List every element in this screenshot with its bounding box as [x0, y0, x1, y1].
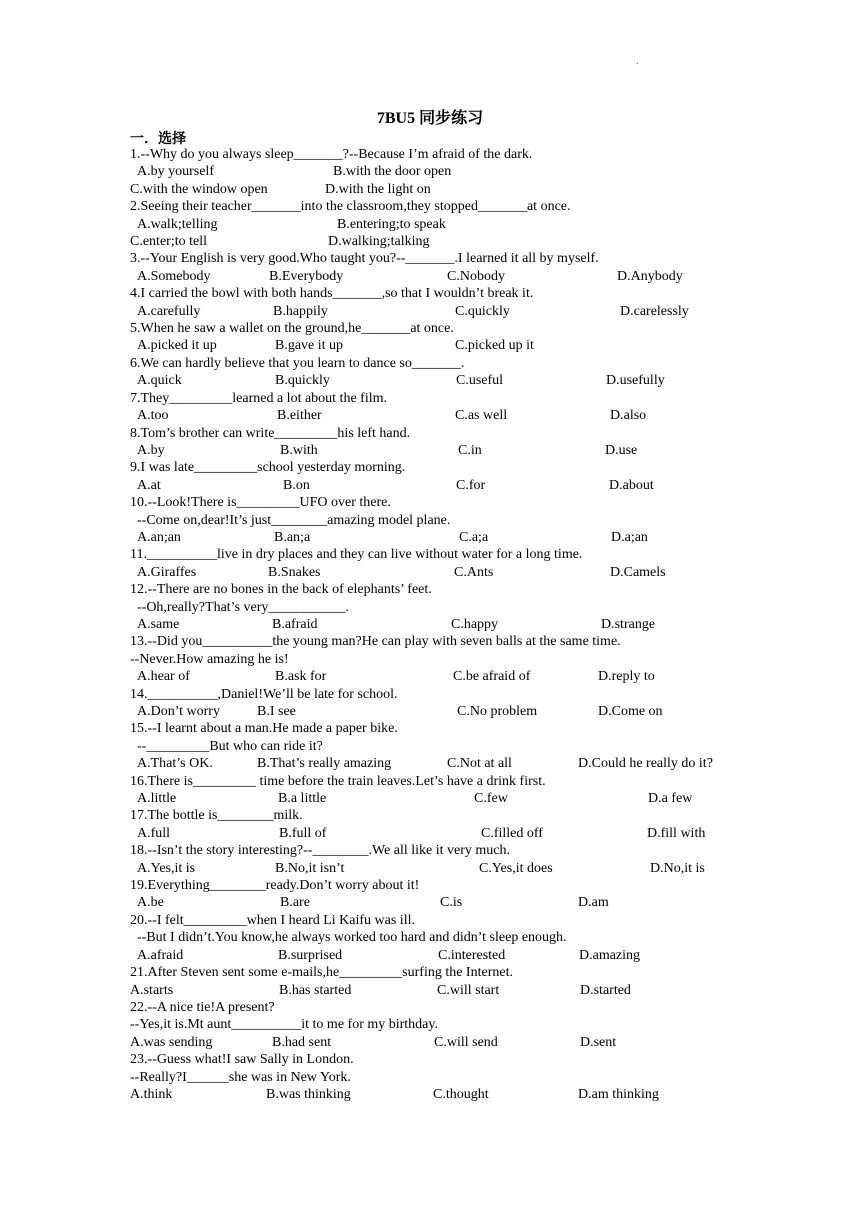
question-text: 14.__________,Daniel!We’ll be late for school.	[130, 686, 398, 702]
options-row	[130, 337, 770, 354]
option-b: B.either	[277, 408, 322, 424]
question-text: 20.--I felt_________when I heard Li Kaifu was ill.	[130, 912, 415, 928]
option-a: A.think	[130, 1086, 173, 1102]
option-a: A.by yourself	[137, 164, 214, 180]
option-b: B.gave it up	[275, 338, 344, 354]
option-b: B.No,it isn’t	[275, 860, 345, 876]
options-row	[130, 668, 770, 685]
option-b: B.was thinking	[266, 1086, 351, 1102]
option-a: A.quick	[137, 373, 182, 389]
option-b: B.That’s really amazing	[257, 756, 392, 772]
option-b: B.are	[280, 895, 310, 911]
option-b: B.has started	[279, 982, 352, 998]
question-text: --Oh,really?That’s very___________.	[137, 599, 349, 615]
question-text: 7.They_________learned a lot about the film.	[130, 390, 387, 406]
question-text: 8.Tom’s brother can write_________his left hand.	[130, 425, 411, 441]
option-a: A.same	[137, 616, 180, 632]
option-a: A.walk;telling	[137, 216, 218, 232]
option-a: A.hear of	[137, 669, 190, 685]
option-a: A.That’s OK.	[137, 756, 213, 772]
option-c: C.quickly	[455, 303, 510, 319]
options-row	[130, 268, 770, 285]
question-text: 23.--Guess what!I saw Sally in London.	[130, 1052, 354, 1068]
option-b: B.I see	[257, 704, 296, 719]
question-text: 17.The bottle is________milk.	[130, 808, 303, 824]
option-d: D.Could he really do it?	[578, 756, 713, 772]
question-text: 11.__________live in dry places and they can live without water for a long time.	[130, 547, 583, 563]
option-b: B.happily	[273, 303, 328, 319]
question-text: 19.Everything________ready.Don’t worry about it!	[130, 878, 420, 894]
option-d: D.No,it is	[650, 860, 705, 876]
option-b: B.with	[280, 442, 318, 458]
option-b: B.an;a	[274, 529, 311, 545]
option-d: D.use	[605, 442, 638, 458]
option-a: A.by	[137, 442, 165, 458]
question-text: 15.--I learnt about a man.He made a paper bike.	[130, 721, 398, 737]
option-d: D.with the light on	[325, 181, 431, 197]
option-a: A.Giraffes	[137, 564, 197, 580]
option-a: A.picked it up	[137, 338, 217, 354]
options-row	[130, 233, 770, 250]
question-text: 3.--Your English is very good.Who taught you?--_______.I learned it all by myself.	[130, 251, 599, 267]
page-title: 7BU5 同步练习	[376, 110, 484, 127]
option-b: B.surprised	[278, 947, 343, 963]
question-text: 1.--Why do you always sleep_______?--Because I’m afraid of the dark.	[130, 147, 533, 162]
options-row	[130, 947, 770, 964]
question-text: 6.We can hardly believe that you learn to dance so_______.	[130, 355, 465, 371]
option-b: B.on	[283, 477, 310, 493]
option-d: D.fill with	[647, 825, 706, 841]
option-a: A.was sending	[130, 1034, 213, 1050]
option-c: C.will send	[434, 1034, 498, 1050]
question-text: --Yes,it is.Mt aunt__________it to me for my birthday.	[130, 1017, 438, 1033]
options-row	[130, 790, 770, 807]
option-d: D.Anybody	[617, 268, 683, 284]
question-text: 2.Seeing their teacher_______into the classroom,they stopped_______at once.	[130, 199, 571, 215]
option-b: B.afraid	[272, 616, 318, 632]
option-c: C.useful	[456, 373, 504, 389]
question-text: 13.--Did you__________the young man?He can play with seven balls at the same time.	[130, 634, 621, 650]
options-row	[130, 1086, 770, 1103]
question-text: 5.When he saw a wallet on the ground,he_______at once.	[130, 321, 454, 337]
question-text: --Come on,dear!It’s just________amazing model plane.	[137, 512, 451, 528]
question-text: 9.I was late_________school yesterday morning.	[130, 460, 406, 476]
option-c: C.few	[474, 791, 508, 807]
question-text: 12.--There are no bones in the back of elephants’ feet.	[130, 582, 432, 598]
option-c: C.as well	[455, 408, 508, 424]
options-row	[130, 564, 770, 581]
option-d: D.started	[580, 982, 631, 998]
option-d: D.reply to	[598, 669, 655, 685]
options-row	[130, 894, 770, 911]
question-text: 18.--Isn’t the story interesting?--________.We all like it very much.	[130, 843, 511, 859]
option-d: D.Come on	[598, 704, 663, 719]
options-row	[130, 755, 770, 772]
options-row	[130, 303, 770, 320]
option-c: C.picked up it	[455, 338, 534, 354]
option-a: A.little	[137, 791, 177, 807]
option-d: D.carelessly	[620, 303, 689, 319]
option-d: D.Camels	[610, 564, 666, 580]
header-mark: .	[636, 56, 639, 67]
option-a: A.too	[137, 408, 169, 424]
question-text: --_________But who can ride it?	[137, 738, 323, 754]
option-d: D.also	[610, 408, 647, 424]
options-row	[130, 477, 770, 494]
option-a: A.full	[137, 825, 171, 841]
question-text: --But I didn’t.You know,he always worked too hard and didn’t sleep enough.	[137, 930, 567, 946]
option-a: A.Don’t worry	[137, 704, 220, 719]
option-c: C.will start	[437, 982, 500, 998]
option-c: C.enter;to tell	[130, 234, 207, 250]
option-c: C.be afraid of	[453, 669, 531, 685]
option-d: D.sent	[580, 1034, 617, 1050]
question-text: --Never.How amazing he is!	[130, 651, 289, 667]
option-c: C.No problem	[457, 704, 538, 719]
question-list	[130, 146, 770, 1103]
option-b: B.quickly	[275, 373, 330, 389]
options-row	[130, 181, 770, 198]
option-a: A.starts	[130, 982, 174, 998]
option-a: A.be	[137, 895, 164, 911]
option-c: C.Nobody	[447, 268, 505, 284]
question-text: 4.I carried the bowl with both hands_______,so that I wouldn’t break it.	[130, 286, 534, 302]
option-a: A.an;an	[137, 529, 181, 545]
option-a: A.at	[137, 477, 161, 493]
option-c: C.thought	[433, 1086, 489, 1102]
option-d: D.about	[609, 477, 654, 493]
option-c: C.filled off	[481, 825, 543, 841]
options-row	[130, 1034, 770, 1051]
question-text: 21.After Steven sent some e-mails,he_________surfing the Internet.	[130, 965, 513, 981]
option-b: B.ask for	[275, 669, 327, 685]
options-row	[130, 529, 770, 546]
option-d: D.am thinking	[578, 1086, 659, 1102]
option-b: B.a little	[278, 791, 327, 807]
option-d: D.am	[578, 895, 609, 911]
option-a: A.afraid	[137, 947, 184, 963]
question-text: 22.--A nice tie!A present?	[130, 999, 275, 1015]
option-b: B.full of	[279, 825, 327, 841]
option-c: C.a;a	[459, 529, 489, 545]
option-c: C.in	[458, 442, 482, 458]
option-b: B.with the door open	[333, 164, 452, 180]
option-b: B.had sent	[272, 1034, 332, 1050]
option-b: B.Snakes	[268, 564, 321, 580]
options-row	[130, 407, 770, 424]
option-a: A.carefully	[137, 303, 201, 319]
options-row	[130, 703, 770, 720]
option-c: C.with the window open	[130, 181, 268, 197]
options-row	[130, 163, 770, 180]
option-c: C.Ants	[454, 564, 494, 580]
option-c: C.is	[440, 895, 463, 911]
option-d: D.amazing	[579, 947, 641, 963]
option-d: D.strange	[601, 616, 656, 632]
options-row	[130, 442, 770, 459]
option-c: C.interested	[438, 947, 506, 963]
option-a: A.Yes,it is	[137, 860, 196, 876]
options-row	[130, 982, 770, 999]
option-a: A.Somebody	[137, 268, 211, 284]
option-b: B.entering;to speak	[337, 216, 446, 232]
options-row	[130, 216, 770, 233]
option-d: D.a;an	[611, 529, 648, 545]
options-row	[130, 616, 770, 633]
options-row	[130, 860, 770, 877]
option-c: C.happy	[451, 616, 499, 632]
options-row	[130, 372, 770, 389]
options-row	[130, 825, 770, 842]
option-c: C.for	[456, 477, 486, 493]
question-text: 10.--Look!There is_________UFO over there.	[130, 495, 391, 511]
option-c: C.Not at all	[447, 756, 512, 772]
option-d: D.usefully	[606, 373, 665, 389]
option-d: D.a few	[648, 791, 693, 807]
section-heading: 一．选择	[130, 132, 186, 147]
question-text: --Really?I______she was in New York.	[130, 1069, 351, 1085]
option-c: C.Yes,it does	[479, 860, 553, 876]
question-text: 16.There is_________ time before the train leaves.Let’s have a drink first.	[130, 773, 546, 789]
option-b: B.Everybody	[269, 268, 344, 284]
option-d: D.walking;talking	[328, 234, 430, 250]
